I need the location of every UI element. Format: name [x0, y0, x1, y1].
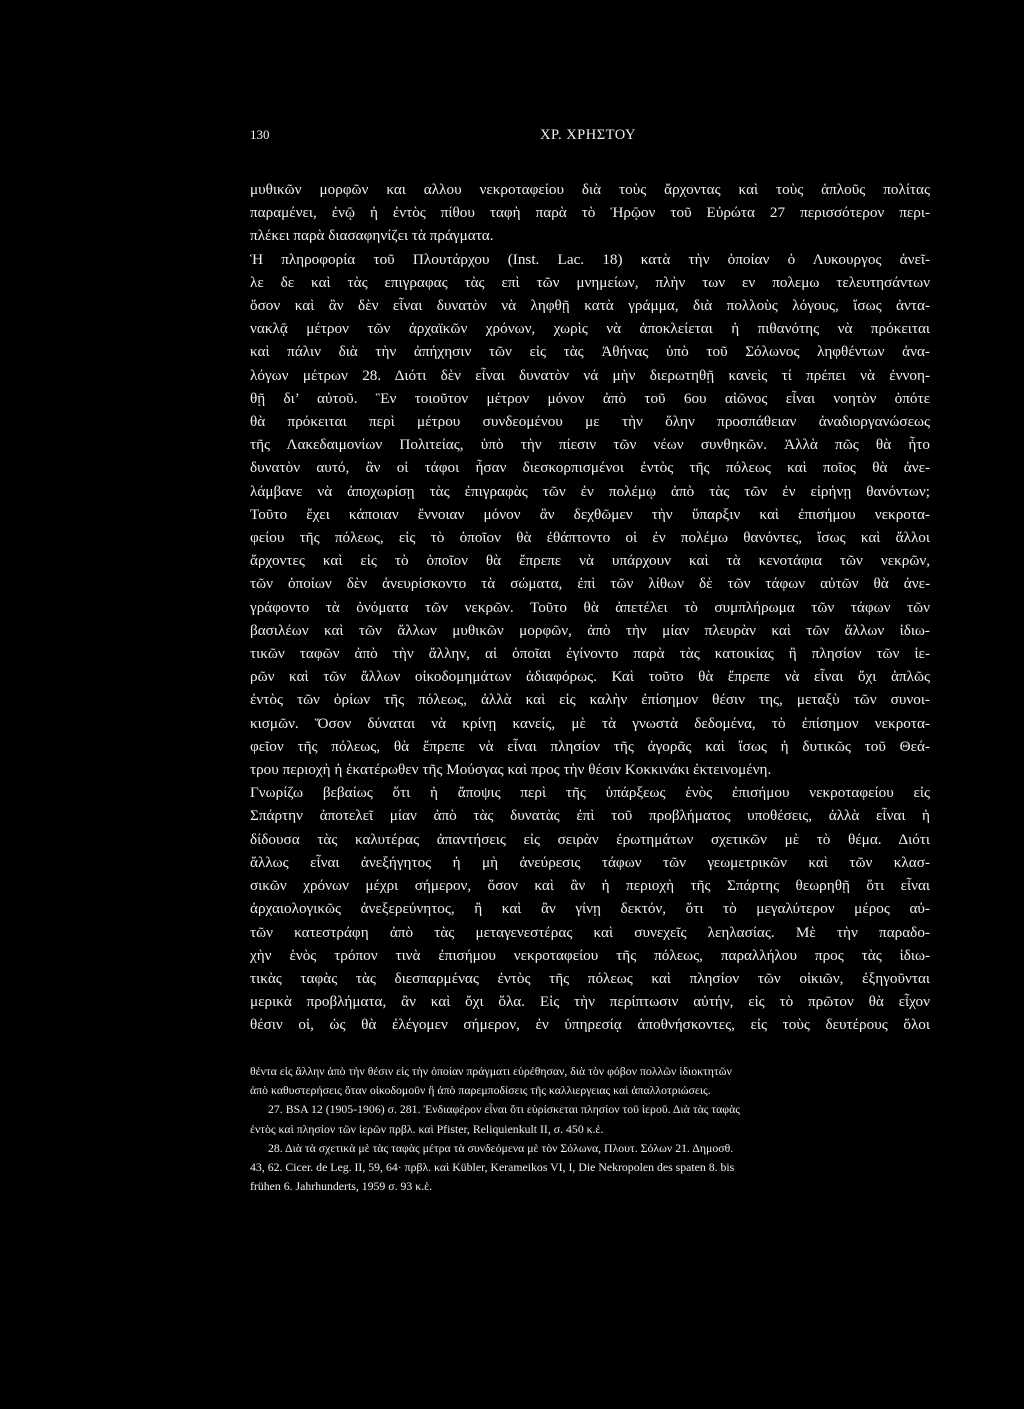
body-line: θέσιν οἱ, ὡς θὰ ἐλέγομεν σήμερον, ἐν ὑπηρεσίᾳ ἀποθνήσκοντες, εἰς τοὺς δευτέρους ὅλοι: [250, 1016, 930, 1034]
body-line: τῶν κατεστράφη ἀπὸ τὰς μεταγενεστέρας καὶ συνεχεῖς λεηλασίας. Μὲ τὴν παραδο-: [250, 923, 930, 941]
body-line: ἀρχαιολογικῶς ἀνεξερεύνητος, ἢ καὶ ἂν γίνῃ δεκτόν, ὅτι τὸ μεγαλύτερον μέρος αὐ-: [250, 900, 930, 918]
body-line: λόγων μέτρων 28. Διότι δὲν εἶναι δυνατὸν νά μὴν διερωτηθῇ κανεὶς τί πρέπει νὰ ἐννοη-: [250, 366, 930, 384]
page-number: 130: [250, 127, 270, 142]
body-line: τρου περιοχὴ ἡ ἑκατέρωθεν τῆς Μούσγας καὶ προς τὴν θέσιν Κοκκινάκι ἐκτεινομένη.: [250, 761, 772, 779]
body-line: χὴν ἑνὸς τρόπον τινὰ ἐπισήμου νεκροταφείου τῆς πόλεως, παραλλήλου προς τὰς ἰδιω-: [250, 946, 930, 964]
body-line: νακλᾷ μέτρον τῶν ἀρχαϊκῶν χρόνων, χωρὶς νὰ ἀποκλείεται ἡ πιθανότης νὰ πρόκειται: [250, 320, 930, 338]
body-line: ἄρχοντες καὶ εἰς τὸ ὁποῖον θὰ ἔπρεπε νὰ υπάρχουν καὶ τὰ κενοτάφια τῶν νεκρῶν,: [250, 552, 930, 570]
body-line: δυνατὸν αυτό, ἂν οἱ τάφοι ἦσαν διεσκορπισμένοι ἐντὸς τῆς πόλεως καὶ ποῖος θὰ ἀνε-: [250, 459, 930, 477]
body-line: τικὰς ταφὰς τὰς διεσπαρμένας ἐντὸς τῆς πόλεως καὶ πλησίον τῶν οἰκιῶν, ἐξηγοῦνται: [250, 969, 930, 987]
body-line: μερικὰ προβλήματα, ἂν καὶ ὄχι ὅλα. Εἰς τὴν περίπτωσιν αὐτήν, εἰς τὸ πρῶτον θὰ εἶχον: [250, 993, 930, 1011]
body-line: ὅσον καὶ ἂν δὲν εἶναι δυνατὸν νὰ ληφθῇ κατὰ γράμμα, διὰ πολλοὺς λόγους, ἴσως ἀντα-: [250, 297, 930, 315]
body-line: κισμῶν. Ὅσον δύναται νὰ κρίνῃ κανείς, μὲ τὰ γνωστὰ δεδομένα, τὸ ἐπίσημον νεκροτα-: [250, 714, 930, 732]
body-line: καὶ πάλιν διὰ τὴν ἀπήχησιν τῶν εἰς τὰς Ἀθήνας ὑπὸ τοῦ Σόλωνος ληφθέντων ἀνα-: [250, 343, 930, 361]
footnote-line: ἐντὸς καὶ πλησίον τῶν ἱερῶν πρβλ. καὶ Pfister, Reliquienkult II, σ. 450 κ.ἑ.: [250, 1121, 604, 1136]
body-line: παραμένει, ἐνῷ ἡ ἐντὸς πίθου ταφὴ παρὰ τὸ Ἡρῷον τοῦ Εὐρώτα 27 περισσότερον περι-: [250, 204, 930, 222]
footnote-line: 43, 62. Cicer. de Leg. II, 59, 64· πρβλ. καὶ Kübler, Kerameikos VI, I, Die Nekropolen des spaten 8. bis: [250, 1160, 735, 1175]
page-header: [250, 122, 930, 152]
running-head: ΧΡ. ΧΡΗΣΤΟΥ: [540, 127, 636, 143]
body-line: λε δε καὶ τὰς επιγραφας τὰς επὶ τῶν μνημείων, πλὴν των εν πολεμω τελευτησάντων: [250, 273, 930, 291]
body-line: μυθικῶν μορφῶν και αλλου νεκροταφείου διὰ τοὺς ἄρχοντας καὶ τοὺς ἁπλοῦς πολίτας: [250, 181, 930, 198]
body-line: πλέκει παρὰ διασαφηνίζει τὰ πράγματα.: [250, 227, 494, 245]
footnote-line: ἀπὸ καθυστερήσεις ὅταν οἰκοδομοῦν ἢ ἀπὸ παρεμποδίσεις τῆς καλλιεργειας καὶ ἀπαλλοτριώσεις.: [250, 1083, 711, 1098]
body-line: τῶν ὁποίων δὲν ἀνευρίσκοντο τὰ σώματα, ἐπὶ τῶν λίθων δὲ τῶν τάφων αὐτῶν θὰ ἀνε-: [250, 575, 930, 593]
body-line: φεῖον τῆς πόλεως, θὰ ἔπρεπε νὰ εἶναι πλησίον τῆς ἀγορᾶς καὶ ἴσως ἡ δυτικῶς τοῦ Θεά-: [250, 737, 930, 755]
body-line: βασιλέων καὶ τῶν ἄλλων μυθικῶν μορφῶν, ἀπὸ τὴν μίαν πλευρὰν καὶ τῶν ἄλλων ἰδιω-: [250, 621, 930, 639]
body-line: Τοῦτο ἔχει κάποιαν ἔννοιαν μόνον ἂν δεχθῶμεν τὴν ὕπαρξιν καὶ ἐπισήμου νεκροτα-: [250, 505, 930, 523]
body-line: θῇ δι’ αὐτοῦ. Ἓν τοιοῦτον μέτρον μόνον ἀπὸ τοῦ 6ου αἰῶνος εἶναι νοητὸν ὁπότε: [250, 389, 930, 407]
body-line: θὰ πρόκειται περὶ μέτρου συνδεομένου με τὴν ὅλην προσπάθειαν ἀναδιοργανώσεως: [250, 413, 930, 431]
body-line: ἄλλως εἶναι ἀνεξήγητος ἡ μὴ ἀνεύρεσις τάφων τῶν γεωμετρικῶν καὶ τῶν κλασ-: [250, 853, 930, 871]
body-line: δίδουσα τὰς καλυτέρας ἀπαντήσεις εἰς σειρὰν ἐρωτημάτων σχετικῶν μὲ τὸ θέμα. Διότι: [250, 830, 930, 848]
body-line: Σπάρτην ἀποτελεῖ μίαν ἀπὸ τὰς δυνατὰς ἐπὶ τοῦ προβλήματος υποθέσεις, ἀλλὰ εἶναι ἡ: [250, 807, 930, 825]
footnote-line: θέντα εἰς ἄλλην ἀπὸ τὴν θέσιν εἰς τὴν ὁποίαν πράγματι εὑρέθησαν, διὰ τὸν φόβον πολλῶν ἰδιοκτητῶν: [250, 1064, 732, 1078]
footnote-28: 28. Διὰ τὰ σχετικὰ μὲ τὰς ταφὰς μέτρα τὰ συνδεόμενα μὲ τὸν Σόλωνα, Πλουτ. Σόλων 21. Δημοσθ.: [268, 1140, 734, 1155]
body-text: [250, 178, 930, 1037]
body-line: γράφοντο τὰ ὀνόματα τῶν νεκρῶν. Τοῦτο θὰ ἀπετέλει τὸ συμπλήρωμα τῶν τάφων τῶν: [250, 598, 930, 616]
body-line: φείου τῆς πόλεως, εἰς τὸ ὁποῖον θὰ ἐθάπτοντο οἱ ἐν πολέμω θανόντες, ἴσως καὶ ἄλλοι: [250, 529, 930, 547]
body-line: λάμβανε νὰ ἀποχωρίσῃ τὰς ἐπιγραφὰς τῶν ἐν πολέμῳ ἀπὸ τὰς τῶν ἐν εἰρήνῃ θανόντων;: [250, 482, 930, 500]
body-line: ρῶν καὶ τῶν ἄλλων οἰκοδομημάτων ἀδιαφόρως. Καὶ τοῦτο θὰ ἔπρεπε νὰ εἶναι ὄχι ἁπλῶς: [250, 668, 930, 686]
body-line: Γνωρίζω βεβαίως ὅτι ἡ ἄποψις περὶ τῆς ὑπάρξεως ἑνὸς ἐπισήμου νεκροταφείου εἰς: [250, 784, 930, 802]
body-line: σικῶν χρόνων μέχρι σήμερον, ὅσον καὶ ἂν ἡ περιοχὴ τῆς Σπάρτης θεωρηθῇ ὅτι εἶναι: [250, 877, 930, 895]
footnotes: [250, 1062, 930, 1196]
footnote-27: 27. BSA 12 (1905-1906) σ. 281. Ἐνδιαφέρον εἶναι ὅτι εὑρίσκεται πλησίον τοῦ ἱεροῦ. Διὰ τὰς ταφὰς: [268, 1102, 740, 1117]
body-line: τῆς Λακεδαιμονίων Πολιτείας, ὑπὸ τὴν πίεσιν τῶν νέων συνθηκῶν. Ἀλλὰ πῶς θὰ ἦτο: [250, 436, 930, 454]
body-line: Ἡ πληροφορία τοῦ Πλουτάρχου (Inst. Lac. 18) κατὰ τὴν ὁποίαν ὁ Λυκουργος ἀνεῖ-: [250, 250, 930, 268]
body-line: ἐντὸς τῶν ὁρίων τῆς πόλεως, ἀλλὰ καὶ εἰς καλὴν ἐπίσημον θέσιν της, μεταξὺ τῶν συνοι-: [250, 691, 930, 709]
body-line: τικῶν ταφῶν ἀπὸ τὴν ἄλλην, αἱ ὁποῖαι ἐγίνοντο παρὰ τὰς κατοικίας ἢ πλησίον τῶν ἱε-: [250, 645, 930, 663]
footnote-line: frühen 6. Jahrhunderts, 1959 σ. 93 κ.ἑ.: [250, 1179, 433, 1194]
